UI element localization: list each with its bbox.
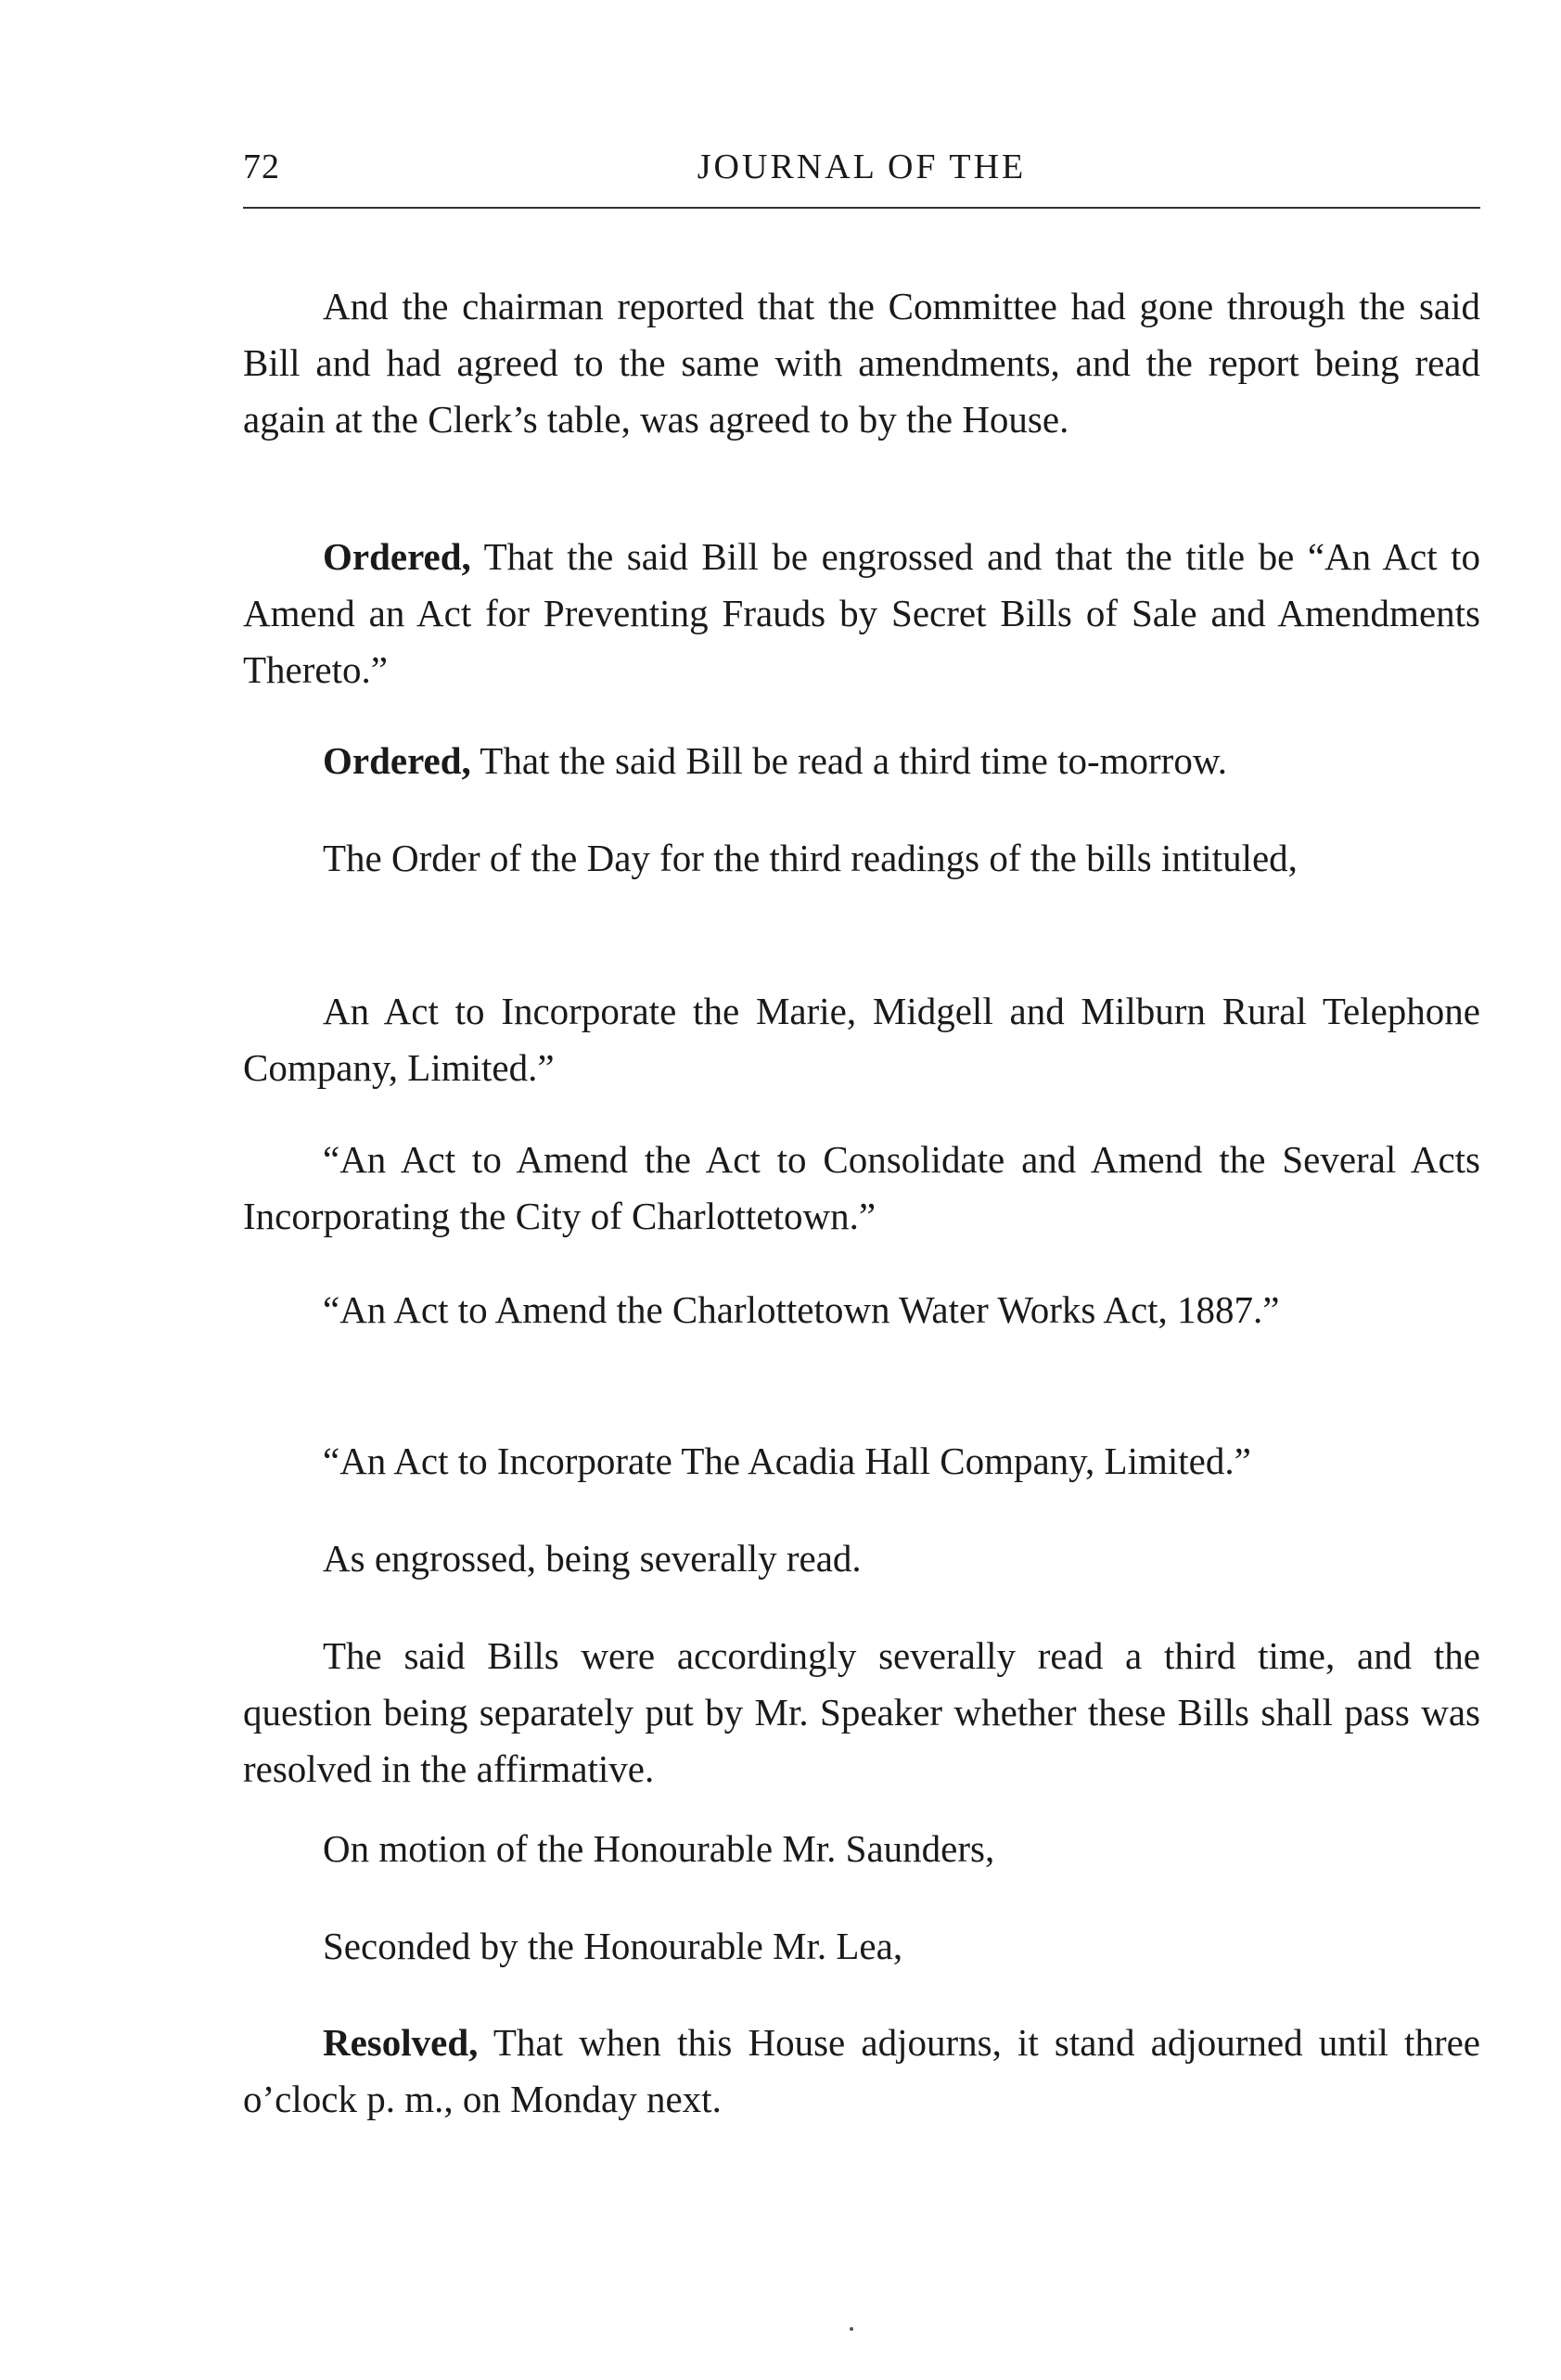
paragraph-text: As engrossed, being severally read. bbox=[323, 1537, 862, 1580]
paragraph-engrossed-read bbox=[243, 1530, 1480, 1587]
paragraph-text: That the said Bill be engrossed and that the title be “An Act to Amend an Act for Preventing Frauds by Secret Bills of Sale and Amendments Thereto.” bbox=[243, 535, 1480, 691]
paragraph-text: Seconded by the Honourable Mr. Lea, bbox=[323, 1925, 903, 1967]
paragraph-order-of-day bbox=[243, 830, 1480, 887]
paragraph-third-time-passed bbox=[243, 1628, 1480, 1798]
paragraph-text: An Act to Incorporate the Marie, Midgell and Milburn Rural Telephone Company, Limited.” bbox=[243, 990, 1480, 1089]
running-title: JOURNAL OF THE bbox=[697, 147, 1027, 186]
paragraph-text: The Order of the Day for the third readings of the bills intituled, bbox=[323, 837, 1298, 879]
page-number: 72 bbox=[243, 147, 280, 186]
running-head bbox=[243, 147, 1480, 195]
bill-title-water-works bbox=[243, 1282, 1480, 1338]
paragraph-motion bbox=[243, 1821, 1480, 1877]
print-speck bbox=[850, 2327, 853, 2331]
bill-title-acadia-hall bbox=[243, 1433, 1480, 1490]
paragraph-ordered-third-reading bbox=[243, 733, 1480, 789]
paragraph-text: “An Act to Amend the Charlottetown Water Works Act, 1887.” bbox=[323, 1288, 1280, 1331]
paragraph-lead: Resolved, bbox=[323, 2021, 479, 2064]
paragraph-text: And the chairman reported that the Committee had gone through the said Bill and had agreed to the same with amendments, and the report being read again at the Clerk’s table, was agreed to by the House. bbox=[243, 285, 1480, 441]
bill-title-charlottetown bbox=[243, 1132, 1480, 1245]
paragraph-text: That when this House adjourns, it stand adjourned until three o’clock p. m., on Monday next. bbox=[243, 2021, 1480, 2120]
paragraph-text: The said Bills were accordingly severally read a third time, and the question being separately put by Mr. Speaker whether these Bills shall pass was resolved in the affirmative. bbox=[243, 1634, 1480, 1790]
paragraph-text: On motion of the Honourable Mr. Saunders, bbox=[323, 1827, 995, 1870]
paragraph-text: “An Act to Incorporate The Acadia Hall Company, Limited.” bbox=[323, 1440, 1251, 1482]
paragraph-ordered-engrossed bbox=[243, 529, 1480, 698]
paragraph-seconded bbox=[243, 1918, 1480, 1975]
paragraph-text: “An Act to Amend the Act to Consolidate and Amend the Several Acts Incorporating the City of Charlottetown.” bbox=[243, 1138, 1480, 1237]
bill-title-telephone bbox=[243, 983, 1480, 1096]
paragraph-lead: Ordered, bbox=[323, 739, 471, 782]
paragraph-committee-report bbox=[243, 278, 1480, 448]
paragraph-text: That the said Bill be read a third time to-morrow. bbox=[470, 739, 1228, 782]
header-rule bbox=[243, 207, 1480, 209]
paragraph-resolved bbox=[243, 2015, 1480, 2128]
paragraph-lead: Ordered, bbox=[323, 535, 471, 578]
